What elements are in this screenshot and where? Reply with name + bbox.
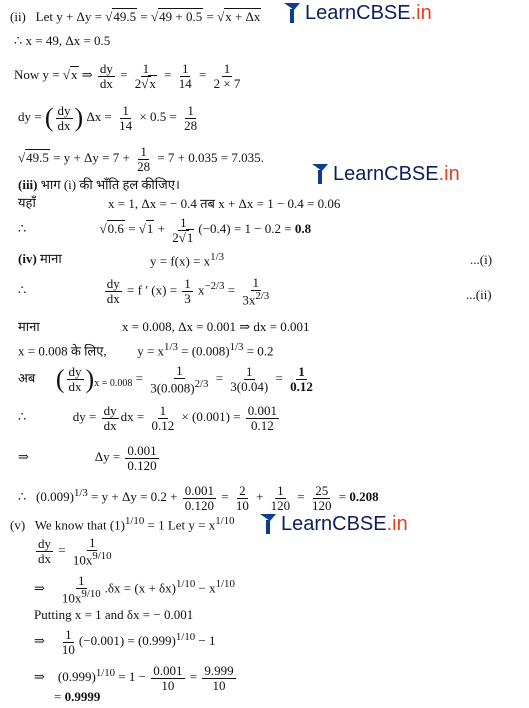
- iii-vals: x = 1, Δx = − 0.4 तब x + Δx = 1 − 0.4 = 0.06: [108, 196, 341, 211]
- iv-heading: (iv) माना: [18, 251, 62, 266]
- v-delta: ⇒ $\frac{1}{10x^{9/10}}$ $.\delta x = (x + \delta x)^{1/10} - x^{1/10}$: [34, 573, 235, 605]
- logo-ext: .in: [386, 512, 408, 535]
- iii-yahan: यहाँ: [18, 195, 36, 210]
- v-deriv: $\frac{dy}{dx}$ = $\frac{1}{10x^{9/10}}$: [38, 535, 112, 567]
- iv-final: ∴ $(0.009)^{1/3} = y + \Delta y = 0.2$ + $\frac{0.001}{0.120}$ = $\frac{2}{10}$ + $\frac{1}{120}$ = $\frac{25}{120}$ = 0.208: [18, 483, 379, 513]
- v-putting: Putting x = 1 and δx = − 0.001: [34, 607, 194, 622]
- iv-deriv: ∴ $\frac{dy}{dx}$ = f ′ (x) = $\frac{1}{3}$ $x^{-2/3}$ = $\frac{1}{3x^{2/3}}$: [18, 275, 270, 307]
- ii-now-y: Now y = √x ⇒ $\frac{dy}{dx}$ = $\frac{1}{2√x}$ = $\frac{1}{14}$ = $\frac{1}{2 \times 7}$: [14, 61, 241, 91]
- iv-vals: x = 0.008, Δx = 0.001 ⇒ dx = 0.001: [122, 319, 310, 334]
- iv-mana2: माना: [18, 319, 40, 334]
- iv-dy: ∴ dy = $\frac{dy}{dx}$ dx = $\frac{1}{0.12}$ × (0.001) = $\frac{0.001}{0.12}$: [18, 403, 278, 433]
- iii-heading: (iii) भाग (i) की भाँति हल कीजिए।: [18, 177, 180, 192]
- logo-torch-icon: [282, 1, 302, 25]
- iv-tag-ii: ...(ii): [466, 287, 492, 302]
- learncbse-logo-3: [258, 512, 408, 536]
- learncbse-logo-2: [310, 162, 460, 186]
- logo-ext: .in: [438, 162, 460, 185]
- ii-final: √49.5 = y + Δy = 7 + $\frac{1}{28}$ = 7 + 0.035 = 7.035.: [18, 144, 264, 174]
- ii-therefore: ∴ x = 49, Δx = 0.5: [14, 33, 111, 48]
- v-approx: ⇒ $\frac{1}{10}$ $(-0.001) = (0.999)^{1/10} - 1$: [34, 627, 216, 657]
- ii-line1: (ii) Let y + Δy = √49.5 = √49 + 0.5 = √x + Δx: [10, 9, 261, 24]
- iv-tag-i: ...(i): [470, 252, 493, 267]
- logo-torch-icon: [310, 162, 330, 186]
- ii-dy: dy = ( $\frac{dy}{dx}$ ) Δx = $\frac{1}{14}$ × 0.5 = $\frac{1}{28}$: [18, 103, 198, 133]
- logo-text: LearnCBSE: [333, 162, 439, 185]
- iv-ydef: $y = f(x) = x^{1/3}$: [150, 251, 224, 269]
- v-result: ⇒ $(0.999)^{1/10} = 1$ − $\frac{0.001}{10}$ = $\frac{9.999}{10}$: [34, 663, 234, 693]
- logo-text: LearnCBSE: [281, 512, 387, 535]
- iv-xline: x = 0.008 के लिए, $y = x^{1/3} = (0.008)^{1/3} = 0.2$: [18, 341, 274, 359]
- learncbse-logo-1: [282, 1, 432, 25]
- v-intro: (v) We know that $(1)^{1/10} = 1$ Let $y = x^{1/10}$: [10, 515, 235, 533]
- iv-deltay: ⇒ Δy = $\frac{0.001}{0.120}$: [18, 443, 157, 473]
- iii-calc: ∴ √0.6 = √1 + $\frac{1}{2√1}$ (−0.4) = 1 − 0.2 = 0.8: [18, 215, 312, 245]
- iv-ab: अब ( $\frac{dy}{dx}$ )$_{x = 0.008}$ = $\frac{1}{3(0.008)^{2/3}}$ = $\frac{1}{3(0.04)}$ = $\frac{1}{0.12}$: [18, 363, 313, 395]
- logo-ext: .in: [410, 1, 432, 24]
- v-final: = 0.9999: [54, 689, 101, 704]
- logo-torch-icon: [258, 512, 278, 536]
- logo-text: LearnCBSE: [305, 1, 411, 24]
